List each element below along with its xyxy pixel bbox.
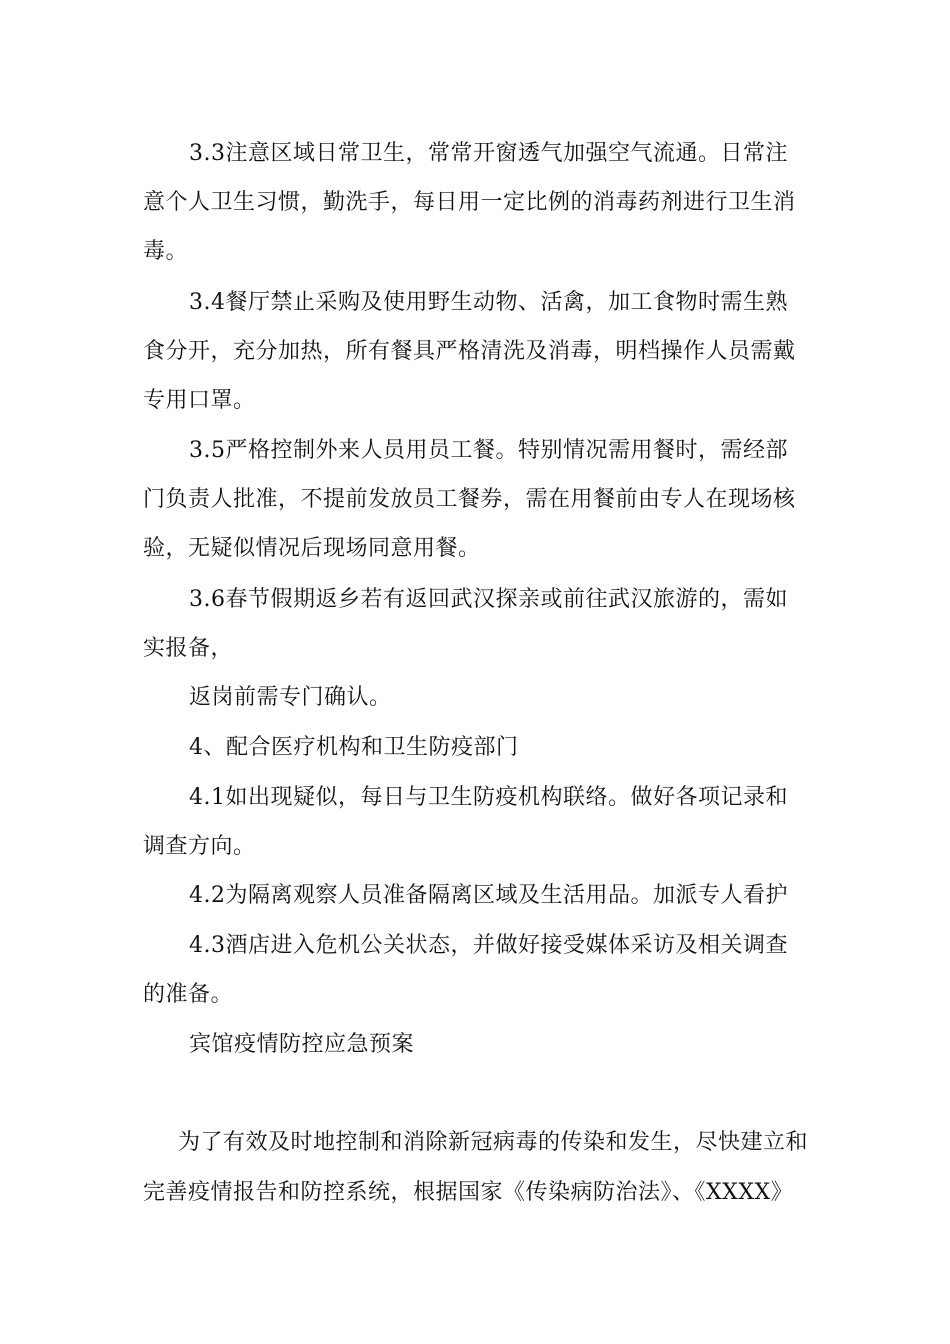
paragraph-3-3-line-2: 意个人卫生习惯，勤洗手，每日用一定比例的消毒药剂进行卫生消	[143, 190, 796, 215]
paragraph-3-6-line-3: 返岗前需专门确认。	[189, 685, 392, 710]
paragraph-3-3-line-1: 3.3注意区域日常卫生，常常开窗透气加强空气流通。日常注	[189, 141, 788, 166]
intro-paragraph-line-2: 完善疫情报告和防控系统，根据国家《传染病防治法》、《XXXX》	[143, 1180, 794, 1205]
paragraph-3-4-line-3: 专用口罩。	[143, 388, 256, 413]
paragraph-4-3-line-2: 的准备。	[143, 982, 234, 1007]
paragraph-3-3-line-3: 毒。	[143, 239, 189, 264]
paragraph-3-4-line-2: 食分开，充分加热，所有餐具严格清洗及消毒，明档操作人员需戴	[143, 339, 796, 364]
intro-paragraph-line-1: 为了有效及时地控制和消除新冠病毒的传染和发生，尽快建立和	[178, 1130, 809, 1155]
paragraph-4-2-line-1: 4.2为隔离观察人员准备隔离区域及生活用品。加派专人看护	[189, 883, 788, 908]
plan-title: 宾馆疫情防控应急预案	[189, 1032, 415, 1057]
paragraph-3-6-line-2: 实报备，	[143, 636, 234, 661]
paragraph-3-4-line-1: 3.4餐厅禁止采购及使用野生动物、活禽，加工食物时需生熟	[189, 290, 788, 315]
paragraph-4-3-line-1: 4.3酒店进入危机公关状态，并做好接受媒体采访及相关调查	[189, 933, 788, 958]
section-4-heading: 4、配合医疗机构和卫生防疫部门	[189, 735, 519, 760]
paragraph-3-5-line-2: 门负责人批准，不提前发放员工餐券，需在用餐前由专人在现场核	[143, 487, 796, 512]
paragraph-3-5-line-3: 验，无疑似情况后现场同意用餐。	[143, 536, 481, 561]
paragraph-3-6-line-1: 3.6春节假期返乡若有返回武汉探亲或前往武汉旅游的，需如	[189, 587, 788, 612]
paragraph-4-1-line-2: 调查方向。	[143, 834, 256, 859]
paragraph-4-1-line-1: 4.1如出现疑似，每日与卫生防疫机构联络。做好各项记录和	[189, 785, 788, 810]
paragraph-3-5-line-1: 3.5严格控制外来人员用员工餐。特别情况需用餐时，需经部	[189, 438, 788, 463]
